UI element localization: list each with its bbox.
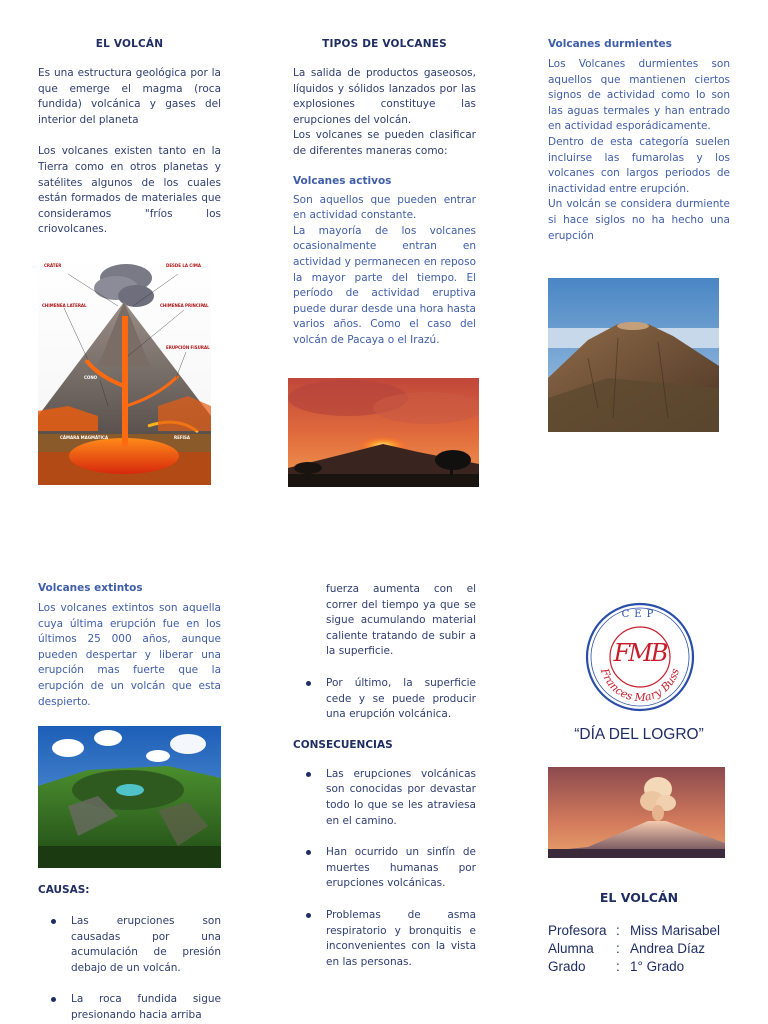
bullet-icon: [51, 919, 56, 924]
active-volcanoes-heading: Volcanes activos: [293, 174, 392, 187]
list-item: La roca fundida sigue presionando hacia arriba: [38, 992, 221, 1023]
classification-paragraph: Los volcanes se pueden clasificar de diferentes maneras como:: [293, 129, 476, 157]
extinct-paragraph: Los volcanes extintos son aquella cuya última erupción fue en los últimos 25 000 años, aunque pueden despertar y liberar una erupción mas fuerte que la erupción de un volcán que esta despierto.: [38, 602, 221, 708]
info-row-student: Alumna : Andrea Díaz: [548, 941, 706, 956]
bullet-icon: [306, 913, 311, 918]
list-item: Las erupciones son causadas por una acumulación de presión debajo de un volcán.: [38, 914, 221, 976]
diagram-label-grieta: REFISA: [174, 435, 191, 440]
event-title: “DÍA DEL LOGRO”: [574, 726, 704, 743]
list-item: Las erupciones volcánicas son conocidas por devastar todo lo que se les atraviesa en el camino.: [293, 767, 476, 829]
active-volcanoes-paragraph-2: La mayoría de los volcanes ocasionalmente entran en actividad y permanecen en reposo la mayor parte del tiempo. El período de actividad eruptiva puede durar desde una hora hasta varios años. Como el caso del volcán de Pacaya o el Irazú.: [293, 224, 476, 346]
dormant-volcano-photo: [548, 278, 719, 432]
diagram-label-chimenea-principal: CHIMENEA PRINCIPAL: [160, 303, 209, 308]
volcano-diagram-svg: [38, 256, 211, 485]
diagram-label-cima: DESDE LA CIMA: [166, 263, 201, 268]
subject-title: EL VOLCÁN: [599, 890, 679, 905]
dormant-paragraph-2: Dentro de esta categoría suelen incluirse las fumarolas y los volcanes con largos periodos de inactividad entre erupción.: [548, 135, 730, 195]
logo-ring-text: Frances Mary Buss: [597, 666, 682, 705]
info-row-grade: Grado : 1° Grado: [548, 959, 685, 974]
diagram-label-cono: CONO: [84, 375, 98, 380]
diagram-label-erupcion-fisural: ERUPCIÓN FISURAL: [166, 345, 210, 350]
diagram-label-camara-magmatica: CÁMARA MAGMÁTICA: [60, 435, 109, 440]
panel-el-volcan: [38, 38, 221, 238]
list-item: Han ocurrido un sinfín de muertes humanas por erupciones volcánicas.: [293, 845, 476, 892]
bullet-icon: [306, 850, 311, 855]
panel-title: EL VOLCÁN: [95, 38, 164, 50]
panel-causes-continued: [293, 582, 476, 970]
definition-paragraph: Es una estructura geológica por la que emerge el magma (roca fundida) volcánica y gases del interior del planeta: [38, 67, 221, 126]
list-item-continuation: fuerza aumenta con el correr del tiempo ya que se sigue acumulando material caliente tratando de subir a la superficie.: [326, 583, 476, 658]
student-info: [548, 922, 730, 976]
school-logo: [584, 601, 696, 713]
dormant-paragraph-1: Los Volcanes durmientes son aquellos que mantienen ciertos signos de actividad como lo son las aguas termales y han entrado en actividad esporádicamente.: [548, 58, 730, 133]
bullet-icon: [51, 997, 56, 1002]
panel-title: Volcanes extintos: [38, 582, 143, 594]
bullet-icon: [306, 681, 311, 686]
cryovolcano-paragraph: Los volcanes existen tanto en la Tierra como en otros planetas y satélites algunos de los cuales están formados de materiales que consideramos "fríos los criovolcanes.: [38, 145, 221, 236]
active-volcanoes-paragraph-1: Son aquellos que pueden entrar en actividad constante.: [293, 193, 476, 222]
extinct-volcano-photo: [38, 726, 221, 868]
diagram-label-crater: CRÁTER: [44, 263, 62, 268]
panel-tipos-de-volcanes: [293, 38, 476, 349]
list-item: Problemas de asma respiratorio y bronquitis e inconvenientes con la vista en las personas.: [293, 908, 476, 970]
diagram-label-chimenea-lateral: CHIMENEA LATERAL: [42, 303, 87, 308]
causes-section: [38, 884, 221, 1024]
panel-volcanes-extintos: [38, 582, 221, 710]
dormant-paragraph-3: Un volcán se considera durmiente si hace siglos no ha hecho una erupción: [548, 198, 730, 242]
panel-title: Volcanes durmientes: [548, 38, 672, 50]
cover-volcano-photo: [548, 767, 725, 858]
bullet-icon: [306, 772, 311, 777]
panel-title: TIPOS DE VOLCANES: [322, 38, 447, 50]
info-row-teacher: Profesora : Miss Marisabel: [548, 923, 721, 938]
panel-volcanes-durmientes: [548, 38, 730, 244]
logo-initials: FMB: [613, 639, 667, 667]
list-item: Por último, la superficie cede y se puede producir una erupción volcánica.: [293, 676, 476, 723]
active-volcano-photo: [288, 378, 479, 487]
consequences-heading: CONSECUENCIAS: [293, 738, 393, 751]
eruption-paragraph: La salida de productos gaseosos, líquidos y sólidos lanzados por las explosiones constituye las erupciones del volcán.: [293, 67, 476, 126]
volcano-diagram-image: [38, 256, 211, 485]
causes-heading: CAUSAS:: [38, 884, 90, 896]
logo-top-text: CEP: [621, 609, 659, 620]
